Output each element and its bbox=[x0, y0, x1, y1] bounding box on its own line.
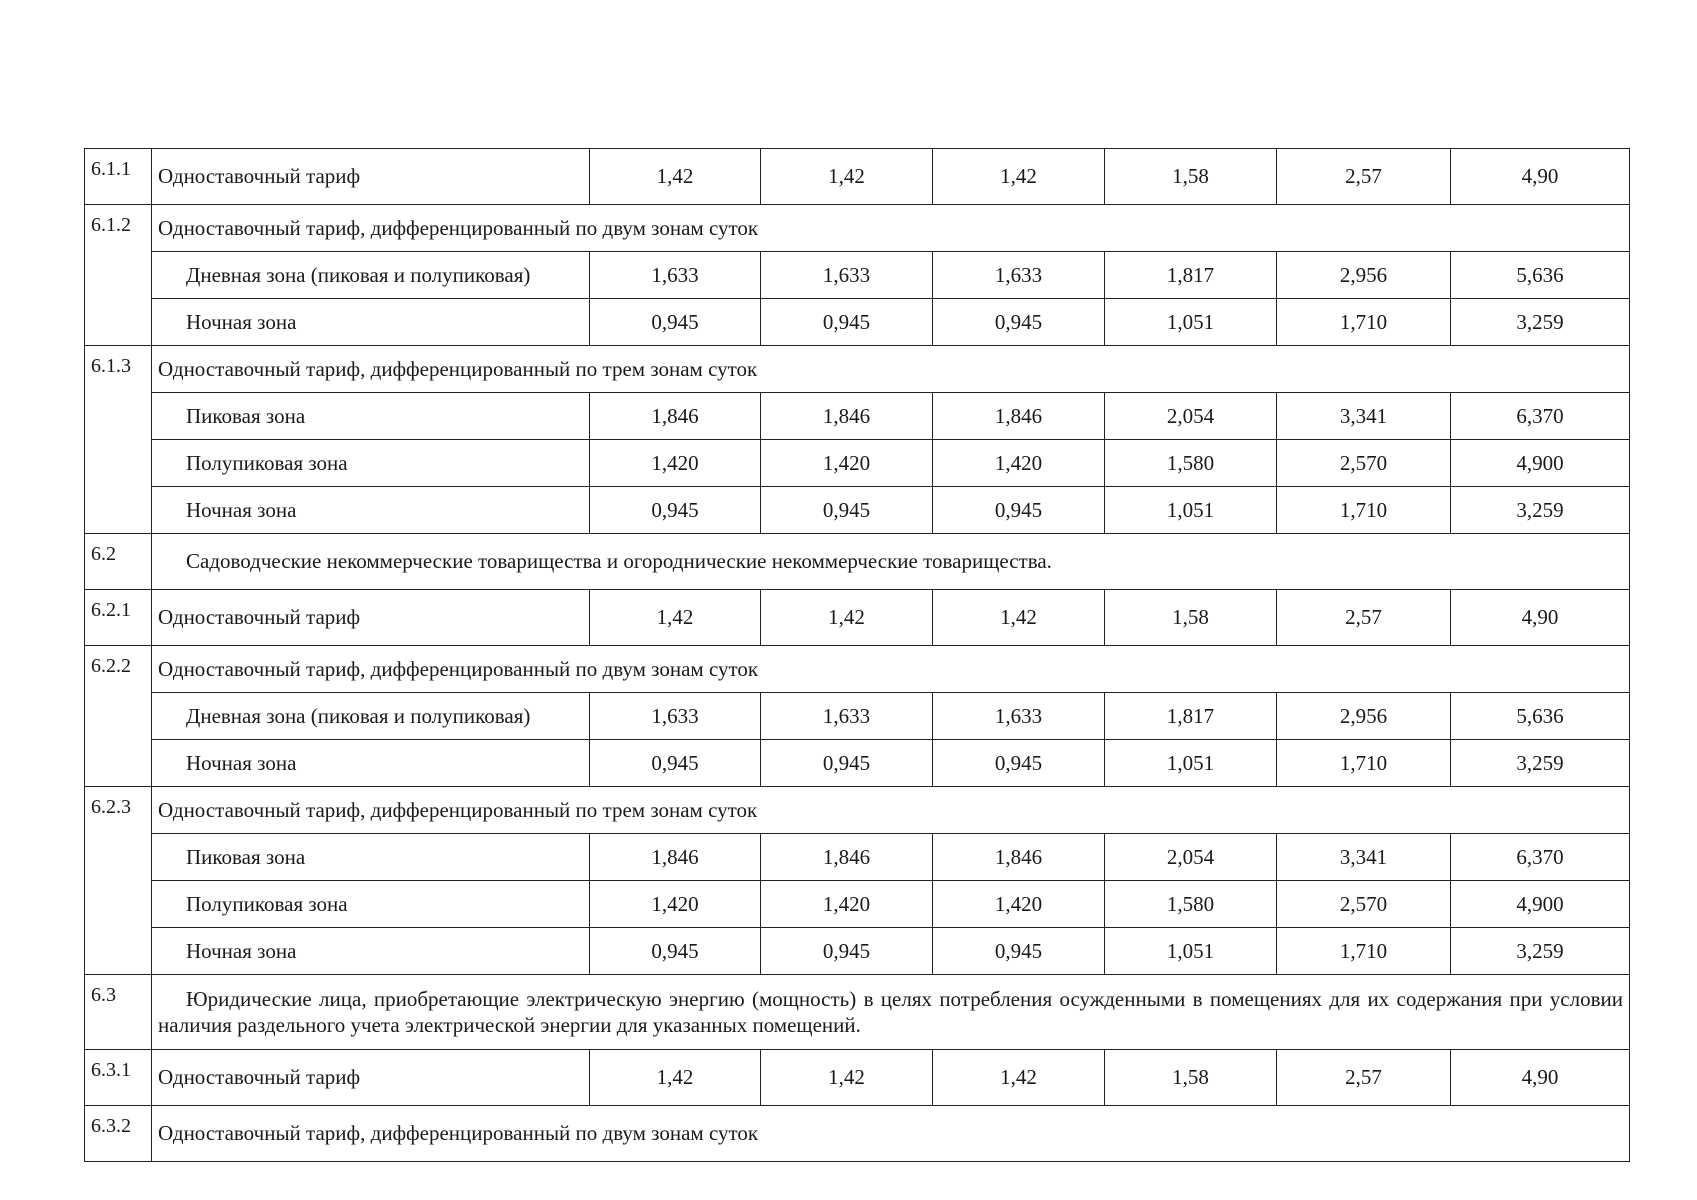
value-cell: 6,370 bbox=[1451, 393, 1630, 440]
value-cell: 2,57 bbox=[1277, 1050, 1451, 1106]
value-cell: 4,900 bbox=[1451, 881, 1630, 928]
table-row bbox=[85, 1050, 1630, 1106]
value-cell: 3,259 bbox=[1451, 928, 1630, 975]
table-row bbox=[85, 928, 1630, 975]
value-cell: 0,945 bbox=[761, 928, 933, 975]
value-cell: 1,42 bbox=[933, 149, 1105, 205]
value-cell: 1,42 bbox=[761, 1050, 933, 1106]
value-cell: 1,580 bbox=[1105, 881, 1277, 928]
value-cell: 0,945 bbox=[590, 487, 761, 534]
value-cell: 2,054 bbox=[1105, 393, 1277, 440]
value-cell: 2,956 bbox=[1277, 252, 1451, 299]
value-cell: 1,846 bbox=[590, 834, 761, 881]
value-cell: 1,633 bbox=[933, 252, 1105, 299]
table-row bbox=[85, 1106, 1630, 1162]
value-cell: 2,570 bbox=[1277, 881, 1451, 928]
value-cell: 6,370 bbox=[1451, 834, 1630, 881]
value-cell: 3,259 bbox=[1451, 299, 1630, 346]
value-cell: 1,633 bbox=[590, 252, 761, 299]
value-cell: 1,846 bbox=[933, 834, 1105, 881]
value-cell: 0,945 bbox=[761, 487, 933, 534]
value-cell: 1,633 bbox=[590, 693, 761, 740]
tariff-table bbox=[84, 148, 1630, 1162]
table-row bbox=[85, 299, 1630, 346]
value-cell: 1,710 bbox=[1277, 487, 1451, 534]
row-label: Ночная зона bbox=[152, 487, 590, 534]
table-row bbox=[85, 393, 1630, 440]
value-cell: 2,570 bbox=[1277, 440, 1451, 487]
value-cell: 1,42 bbox=[933, 590, 1105, 646]
value-cell: 5,636 bbox=[1451, 252, 1630, 299]
row-number: 6.1.2 bbox=[85, 205, 152, 346]
value-cell: 1,58 bbox=[1105, 149, 1277, 205]
row-heading: Одноставочный тариф, дифференцированный по двум зонам суток bbox=[152, 205, 1630, 252]
value-cell: 3,341 bbox=[1277, 834, 1451, 881]
value-cell: 1,846 bbox=[590, 393, 761, 440]
row-number: 6.3 bbox=[85, 975, 152, 1050]
value-cell: 3,259 bbox=[1451, 487, 1630, 534]
value-cell: 0,945 bbox=[590, 740, 761, 787]
row-heading: Одноставочный тариф, дифференцированный по трем зонам суток bbox=[152, 787, 1630, 834]
value-cell: 1,420 bbox=[590, 440, 761, 487]
value-cell: 1,420 bbox=[761, 440, 933, 487]
value-cell: 1,42 bbox=[761, 149, 933, 205]
row-heading: Одноставочный тариф, дифференцированный по двум зонам суток bbox=[152, 646, 1630, 693]
value-cell: 0,945 bbox=[761, 740, 933, 787]
value-cell: 1,051 bbox=[1105, 928, 1277, 975]
table-row bbox=[85, 346, 1630, 393]
value-cell: 1,817 bbox=[1105, 252, 1277, 299]
value-cell: 0,945 bbox=[933, 928, 1105, 975]
table-row bbox=[85, 646, 1630, 693]
value-cell: 4,90 bbox=[1451, 149, 1630, 205]
value-cell: 1,051 bbox=[1105, 299, 1277, 346]
table-row bbox=[85, 205, 1630, 252]
value-cell: 1,42 bbox=[761, 590, 933, 646]
value-cell: 1,58 bbox=[1105, 1050, 1277, 1106]
value-cell: 1,420 bbox=[590, 881, 761, 928]
row-label: Ночная зона bbox=[152, 299, 590, 346]
value-cell: 1,633 bbox=[761, 252, 933, 299]
value-cell: 1,633 bbox=[933, 693, 1105, 740]
value-cell: 1,420 bbox=[761, 881, 933, 928]
value-cell: 1,420 bbox=[933, 881, 1105, 928]
row-number: 6.2.3 bbox=[85, 787, 152, 975]
value-cell: 4,90 bbox=[1451, 590, 1630, 646]
row-heading: Одноставочный тариф, дифференцированный по двум зонам суток bbox=[152, 1106, 1630, 1162]
value-cell: 1,420 bbox=[933, 440, 1105, 487]
table-row bbox=[85, 693, 1630, 740]
row-heading: Одноставочный тариф, дифференцированный по трем зонам суток bbox=[152, 346, 1630, 393]
table-row bbox=[85, 834, 1630, 881]
row-number: 6.1.3 bbox=[85, 346, 152, 534]
table-row bbox=[85, 975, 1630, 1050]
section-heading: Юридические лица, приобретающие электрическую энергию (мощность) в целях потребления осужденными в помещениях для их содержания при условии наличия раздельного учета электрической энергии для указанных помещений. bbox=[152, 975, 1630, 1050]
row-label: Дневная зона (пиковая и полупиковая) bbox=[152, 252, 590, 299]
value-cell: 1,580 bbox=[1105, 440, 1277, 487]
value-cell: 5,636 bbox=[1451, 693, 1630, 740]
value-cell: 4,90 bbox=[1451, 1050, 1630, 1106]
value-cell: 1,42 bbox=[590, 1050, 761, 1106]
value-cell: 3,259 bbox=[1451, 740, 1630, 787]
row-number: 6.3.1 bbox=[85, 1050, 152, 1106]
row-label: Полупиковая зона bbox=[152, 881, 590, 928]
value-cell: 2,57 bbox=[1277, 590, 1451, 646]
value-cell: 0,945 bbox=[590, 299, 761, 346]
value-cell: 0,945 bbox=[590, 928, 761, 975]
value-cell: 4,900 bbox=[1451, 440, 1630, 487]
value-cell: 1,817 bbox=[1105, 693, 1277, 740]
table-row bbox=[85, 740, 1630, 787]
row-label: Ночная зона bbox=[152, 740, 590, 787]
value-cell: 2,054 bbox=[1105, 834, 1277, 881]
value-cell: 1,051 bbox=[1105, 487, 1277, 534]
table-row bbox=[85, 787, 1630, 834]
row-label: Одноставочный тариф bbox=[152, 1050, 590, 1106]
table-row bbox=[85, 534, 1630, 590]
row-label: Одноставочный тариф bbox=[152, 149, 590, 205]
row-number: 6.3.2 bbox=[85, 1106, 152, 1162]
value-cell: 1,42 bbox=[590, 590, 761, 646]
row-number: 6.1.1 bbox=[85, 149, 152, 205]
value-cell: 1,42 bbox=[933, 1050, 1105, 1106]
section-heading: Садоводческие некоммерческие товарищества и огороднические некоммерческие товарищества. bbox=[152, 534, 1630, 590]
value-cell: 2,57 bbox=[1277, 149, 1451, 205]
value-cell: 0,945 bbox=[933, 299, 1105, 346]
value-cell: 1,710 bbox=[1277, 299, 1451, 346]
table-row bbox=[85, 590, 1630, 646]
value-cell: 1,051 bbox=[1105, 740, 1277, 787]
row-label: Пиковая зона bbox=[152, 393, 590, 440]
value-cell: 0,945 bbox=[933, 487, 1105, 534]
value-cell: 0,945 bbox=[933, 740, 1105, 787]
value-cell: 1,846 bbox=[761, 393, 933, 440]
row-number: 6.2.2 bbox=[85, 646, 152, 787]
row-label: Ночная зона bbox=[152, 928, 590, 975]
row-number: 6.2.1 bbox=[85, 590, 152, 646]
value-cell: 1,42 bbox=[590, 149, 761, 205]
table-row bbox=[85, 149, 1630, 205]
row-number: 6.2 bbox=[85, 534, 152, 590]
row-label: Пиковая зона bbox=[152, 834, 590, 881]
table-row bbox=[85, 881, 1630, 928]
row-label: Дневная зона (пиковая и полупиковая) bbox=[152, 693, 590, 740]
value-cell: 2,956 bbox=[1277, 693, 1451, 740]
value-cell: 1,58 bbox=[1105, 590, 1277, 646]
value-cell: 1,710 bbox=[1277, 740, 1451, 787]
value-cell: 1,846 bbox=[933, 393, 1105, 440]
table-row bbox=[85, 487, 1630, 534]
value-cell: 1,846 bbox=[761, 834, 933, 881]
value-cell: 3,341 bbox=[1277, 393, 1451, 440]
value-cell: 0,945 bbox=[761, 299, 933, 346]
row-label: Полупиковая зона bbox=[152, 440, 590, 487]
table-row bbox=[85, 440, 1630, 487]
row-label: Одноставочный тариф bbox=[152, 590, 590, 646]
value-cell: 1,710 bbox=[1277, 928, 1451, 975]
value-cell: 1,633 bbox=[761, 693, 933, 740]
table-row bbox=[85, 252, 1630, 299]
